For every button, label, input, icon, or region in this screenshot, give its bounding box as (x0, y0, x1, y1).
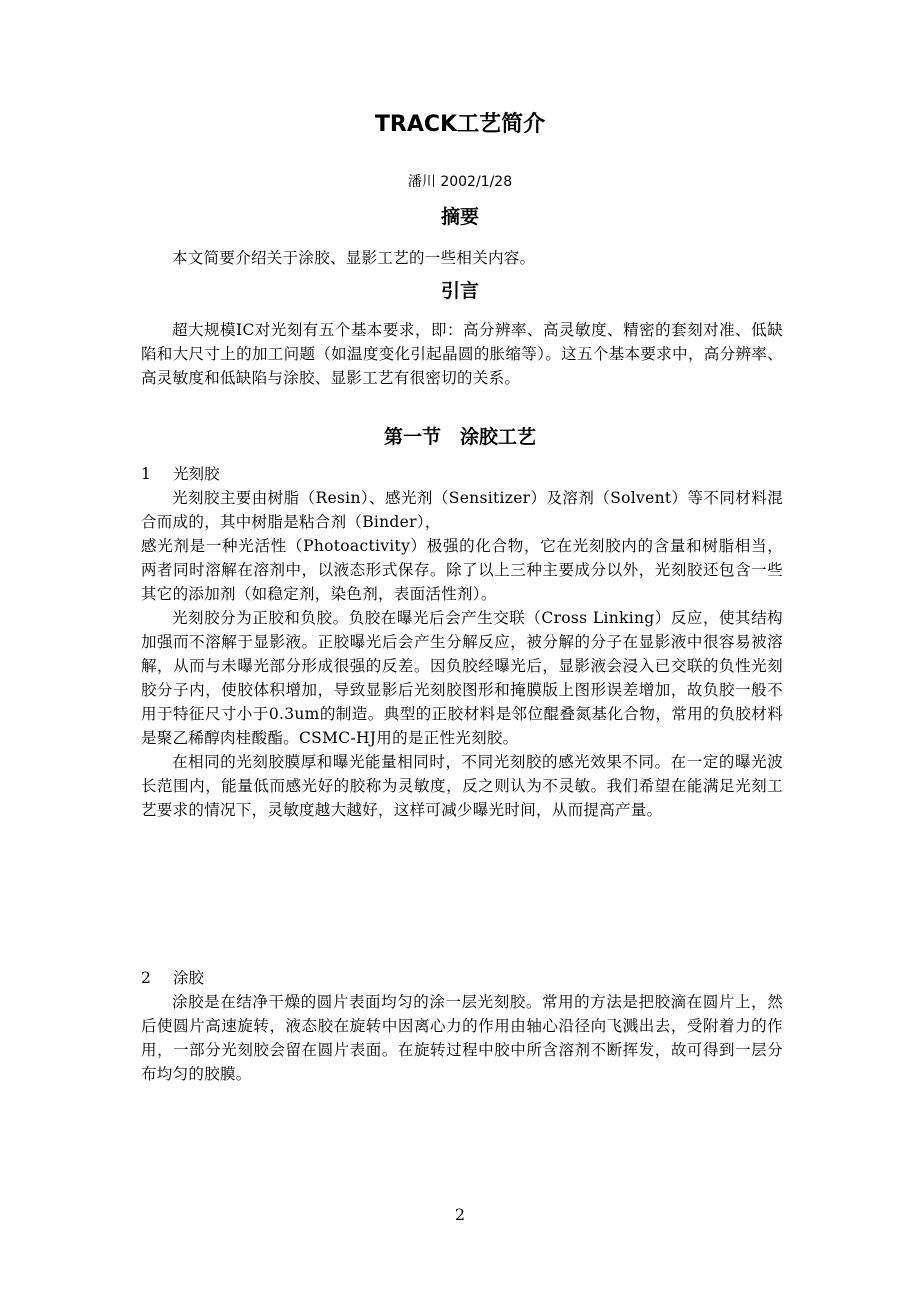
paragraph: 感光剂是一种光活性（Photoactivity）极强的化合物，它在光刻胶内的含量和树脂相当，两者同时溶解在溶剂中，以液态形式保存。除了以上三种主要成分以外，光刻胶还包含一些其它的添加剂（如稳定剂，染色剂，表面活性剂）。 (141, 537, 783, 603)
paragraph: 光刻胶分为正胶和负胶。负胶在曝光后会产生交联（Cross Linking）反应，使其结构加强而不溶解于显影液。正胶曝光后会产生分解反应，被分解的分子在显影液中很容易被溶解，从而与未曝光部分形成很强的反差。因负胶经曝光后，显影液会浸入已交联的负性光刻胶分子内，使胶体积增加，导致显影后光刻胶图形和掩膜版上图形误差增加，故负胶一般不用于特征尺寸小于0.3um的制造。典型的正胶材料是邻位醌叠氮基化合物，常用的负胶材料是聚乙稀醇肉桂酸酯。CSMC-HJ用的是正性光刻胶。 (141, 609, 783, 747)
document-title: TRACK工艺简介 (374, 112, 546, 137)
author-date-line: 潘川 2002/1/28 (407, 174, 513, 190)
introduction-heading: 引言 (440, 280, 479, 302)
page-number: 2 (454, 1205, 466, 1224)
paragraph: 在相同的光刻胶膜厚和曝光能量相同时，不同光刻胶的感光效果不同。在一定的曝光波长范围内，能量低而感光好的胶称为灵敏度，反之则认为不灵敏。我们希望在能满足光刻工艺要求的情况下，灵敏度越大越好，这样可减少曝光时间，从而提高产量。 (141, 753, 783, 819)
item-2-body (141, 990, 783, 1086)
item-2-title: 涂胶 (173, 969, 205, 987)
section-1-heading: 第一节 涂胶工艺 (383, 426, 536, 448)
paragraph: 涂胶是在结净干燥的圆片表面均匀的涂一层光刻胶。常用的方法是把胶滴在圆片上，然后使圆片高速旋转，液态胶在旋转中因离心力的作用由轴心沿径向飞溅出去，受附着力的作用，一部分光刻胶会留在圆片表面。在旋转过程中胶中所含溶剂不断挥发，故可得到一层分布均匀的胶膜。 (141, 993, 783, 1083)
item-1-body (141, 486, 783, 822)
paragraph: 光刻胶主要由树脂（Resin）、感光剂（Sensitizer）及溶剂（Solvent）等不同材料混合而成的，其中树脂是粘合剂（Binder）， (141, 489, 783, 531)
abstract-text: 本文简要介绍关于涂胶、显影工艺的一些相关内容。 (172, 249, 536, 267)
item-1-label (141, 462, 220, 486)
item-1-number: 1 (141, 465, 151, 483)
introduction-text: 超大规模IC对光刻有五个基本要求，即：高分辨率、高灵敏度、精密的套刻对准、低缺陷和大尺寸上的加工问题（如温度变化引起晶圆的胀缩等）。这五个基本要求中，高分辨率、高灵敏度和低缺陷与涂胶、显影工艺有很密切的关系。 (141, 321, 783, 387)
item-2-label (141, 966, 204, 990)
abstract-heading: 摘要 (440, 206, 479, 228)
item-2-number: 2 (141, 969, 151, 987)
item-1-title: 光刻胶 (173, 465, 220, 483)
